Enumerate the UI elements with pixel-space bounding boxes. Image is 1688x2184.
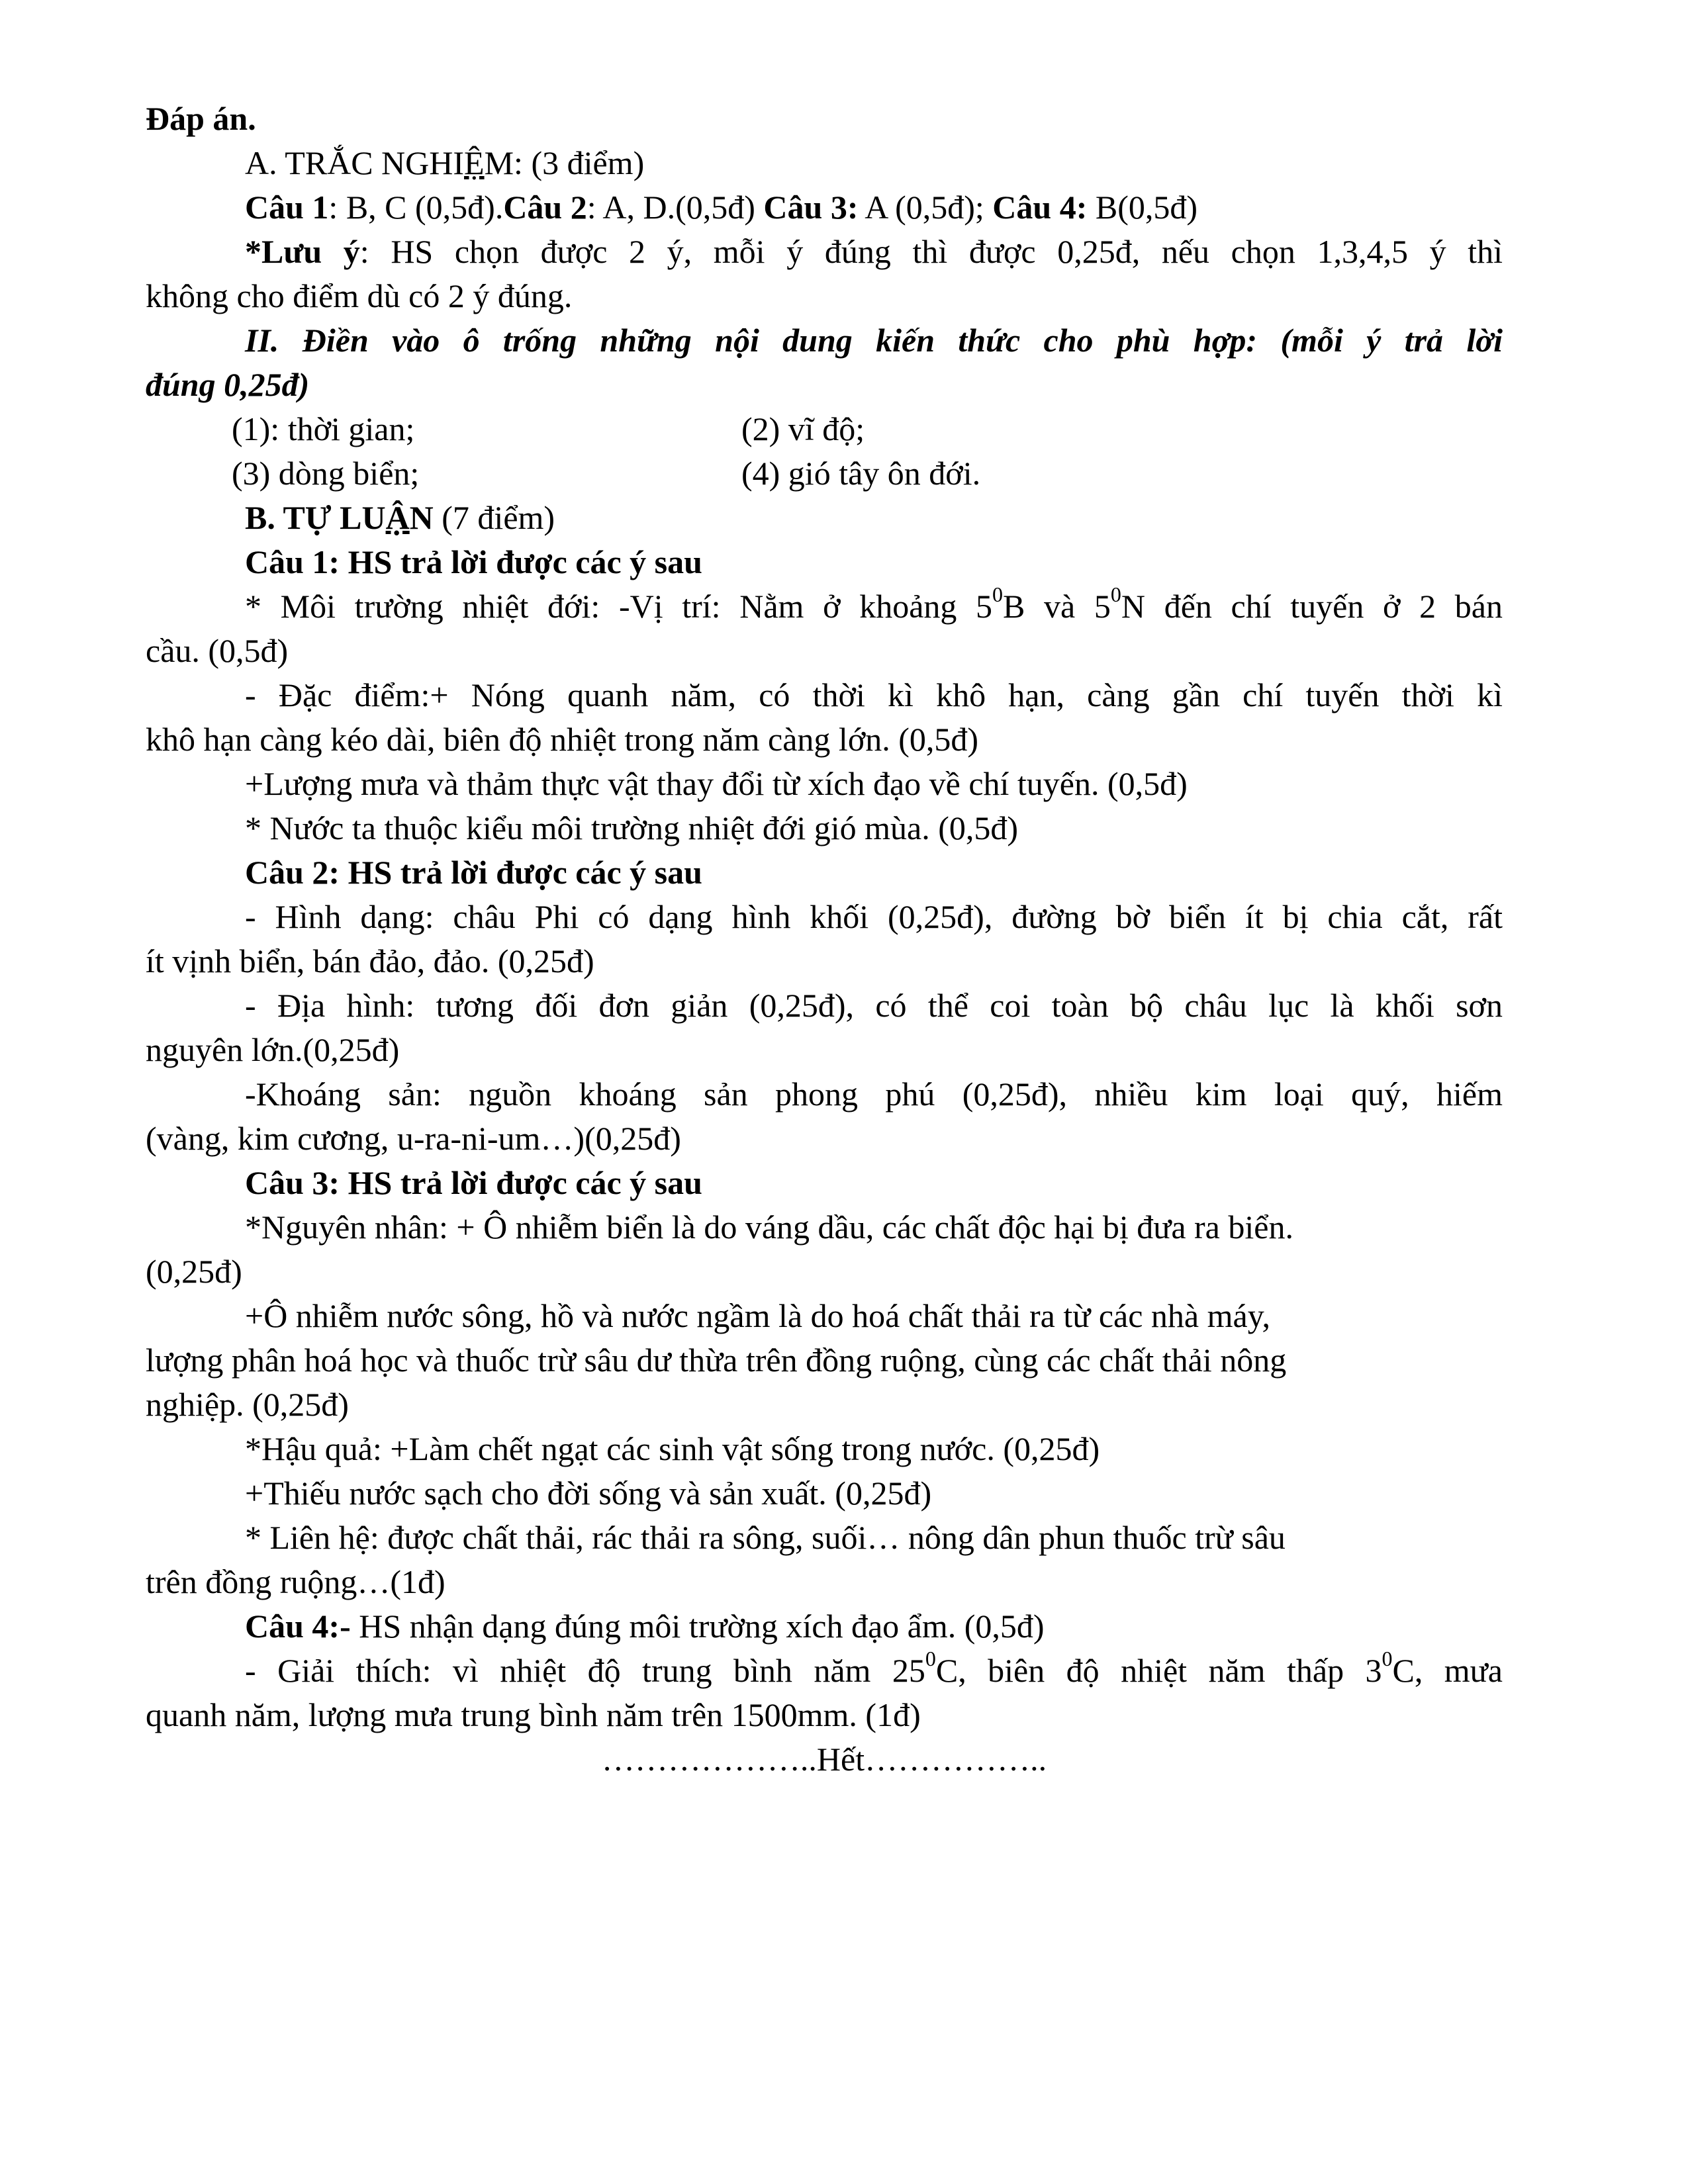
essay-q4-line-3: quanh năm, lượng mưa trung bình năm trên 1500mm. (1đ) bbox=[146, 1696, 921, 1733]
essay-q2-line-6: (vàng, kim cương, u-ra-ni-um…)(0,25đ) bbox=[146, 1120, 681, 1157]
mcq-q4-label: Câu 4: bbox=[992, 189, 1088, 226]
essay-q2-line-1: - Hình dạng: châu Phi có dạng hình khối (0,25đ), đường bờ biển ít bị chia cắt, rất bbox=[245, 898, 1503, 935]
essay-q4-text-1: HS nhận dạng đúng môi trường xích đạo ẩm. (0,5đ) bbox=[350, 1608, 1045, 1645]
section-a-points: : (3 điểm) bbox=[514, 144, 645, 181]
essay-q4-text-c: C, mưa bbox=[1392, 1652, 1503, 1689]
document-title: Đáp án. bbox=[146, 100, 256, 137]
essay-q3-line-1: *Nguyên nhân: + Ô nhiễm biển là do váng dầu, các chất độc hại bị đưa ra biển. bbox=[245, 1208, 1293, 1246]
fill-row-2 bbox=[146, 451, 1503, 496]
mcq-q3-answer: A (0,5đ); bbox=[858, 189, 993, 226]
underlined-char: Ệ bbox=[464, 144, 485, 181]
essay-q1-line-5: +Lượng mưa và thảm thực vật thay đổi từ xích đạo về chí tuyến. (0,5đ) bbox=[245, 765, 1188, 802]
section-b-title: B. TỰ LUẬN bbox=[245, 499, 434, 536]
essay-q3-line-6: *Hậu quả: +Làm chết ngạt các sinh vật sống trong nước. (0,25đ) bbox=[245, 1430, 1100, 1467]
essay-q1-text-c: N đến chí tuyến ở 2 bán bbox=[1121, 588, 1503, 625]
end-mark: ………………..Hết…………….. bbox=[601, 1741, 1047, 1778]
essay-q1-text-a: * Môi trường nhiệt đới: -Vị trí: Nằm ở khoảng 5 bbox=[245, 588, 993, 625]
note-line-2: không cho điểm dù có 2 ý đúng. bbox=[146, 277, 573, 314]
fill-answer-4: (4) gió tây ôn đới. bbox=[741, 455, 981, 492]
essay-q2-heading: Câu 2: HS trả lời được các ý sau bbox=[245, 854, 702, 891]
essay-q1-line-3: - Đặc điểm:+ Nóng quanh năm, có thời kì khô hạn, càng gần chí tuyến thời kì bbox=[245, 676, 1503, 713]
mcq-q3-label: Câu 3: bbox=[763, 189, 859, 226]
essay-q3-line-8: * Liên hệ: được chất thải, rác thải ra sông, suối… nông dân phun thuốc trừ sâu bbox=[245, 1519, 1286, 1556]
note-label: *Lưu ý bbox=[245, 233, 360, 270]
mcq-q1-label: Câu 1 bbox=[245, 189, 329, 226]
section-b-points: (7 điểm) bbox=[433, 499, 555, 536]
degree-superscript: 0 bbox=[992, 582, 1004, 607]
mcq-q2-label: Câu 2 bbox=[503, 189, 587, 226]
essay-q4-text-a: - Giải thích: vì nhiệt độ trung bình năm 25 bbox=[245, 1652, 925, 1689]
essay-q1-line-1 bbox=[146, 584, 1503, 629]
essay-q3-line-4: lượng phân hoá học và thuốc trừ sâu dư thừa trên đồng ruộng, cùng các chất thải nông bbox=[146, 1342, 1287, 1379]
degree-superscript: 0 bbox=[925, 1647, 936, 1671]
essay-q3-line-3: +Ô nhiễm nước sông, hồ và nước ngầm là do hoá chất thải ra từ các nhà máy, bbox=[245, 1297, 1270, 1334]
mcq-q2-answer: : A, D.(0,5đ) bbox=[586, 189, 764, 226]
essay-q3-line-2: (0,25đ) bbox=[146, 1253, 242, 1290]
essay-q3-heading: Câu 3: HS trả lời được các ý sau bbox=[245, 1164, 702, 1201]
degree-superscript: 0 bbox=[1110, 582, 1121, 607]
essay-q1-line-6: * Nước ta thuộc kiểu môi trường nhiệt đới gió mùa. (0,5đ) bbox=[245, 809, 1019, 846]
mcq-q4-answer: B(0,5đ) bbox=[1087, 189, 1198, 226]
fill-answer-2: (2) vĩ độ; bbox=[741, 410, 865, 447]
answer-key-document bbox=[146, 97, 1503, 1782]
essay-q4-line-2 bbox=[146, 1649, 1503, 1693]
fill-answer-3: (3) dòng biển; bbox=[232, 455, 420, 492]
fill-row-1 bbox=[146, 407, 1503, 451]
note-line-1 bbox=[146, 230, 1503, 274]
underlined-char: Ậ bbox=[385, 499, 410, 536]
essay-q4-label: Câu 4:- bbox=[245, 1608, 351, 1645]
essay-q2-line-3: - Địa hình: tương đối đơn giản (0,25đ), có thể coi toàn bộ châu lục là khối sơn bbox=[245, 987, 1503, 1024]
essay-q2-line-2: ít vịnh biển, bán đảo, đảo. (0,25đ) bbox=[146, 942, 594, 979]
part-ii-heading-line-2: đúng 0,25đ) bbox=[146, 366, 310, 403]
essay-q3-line-5: nghiệp. (0,25đ) bbox=[146, 1386, 349, 1423]
note-text-1: : HS chọn được 2 ý, mỗi ý đúng thì được 0,25đ, nếu chọn 1,3,4,5 ý thì bbox=[359, 233, 1503, 270]
section-b-heading bbox=[146, 496, 1503, 540]
essay-q4-text-b: C, biên độ nhiệt năm thấp 3 bbox=[935, 1652, 1382, 1689]
degree-superscript: 0 bbox=[1382, 1647, 1393, 1671]
essay-q2-line-4: nguyên lớn.(0,25đ) bbox=[146, 1031, 400, 1068]
fill-answer-1: (1): thời gian; bbox=[232, 410, 415, 447]
essay-q4-line-1 bbox=[146, 1604, 1503, 1649]
section-a-heading bbox=[146, 141, 1503, 185]
essay-q1-line-4: khô hạn càng kéo dài, biên độ nhiệt trong năm càng lớn. (0,5đ) bbox=[146, 721, 979, 758]
essay-q2-line-5: -Khoáng sản: nguồn khoáng sản phong phú (0,25đ), nhiều kim loại quý, hiếm bbox=[245, 1075, 1503, 1113]
essay-q3-line-9: trên đồng ruộng…(1đ) bbox=[146, 1563, 445, 1600]
essay-q1-heading: Câu 1: HS trả lời được các ý sau bbox=[245, 543, 702, 580]
mcq-answers-line bbox=[146, 185, 1503, 230]
essay-q1-line-2: cầu. (0,5đ) bbox=[146, 632, 289, 669]
part-ii-heading-line-1: II. Điền vào ô trống những nội dung kiến thức cho phù hợp: (mỗi ý trả lời bbox=[245, 322, 1503, 359]
essay-q3-line-7: +Thiếu nước sạch cho đời sống và sản xuất. (0,25đ) bbox=[245, 1475, 932, 1512]
mcq-q1-answer: : B, C (0,5đ). bbox=[328, 189, 504, 226]
essay-q1-text-b: B và 5 bbox=[1003, 588, 1111, 625]
section-a-title: A. TRẮC NGHIỆM bbox=[245, 144, 514, 181]
